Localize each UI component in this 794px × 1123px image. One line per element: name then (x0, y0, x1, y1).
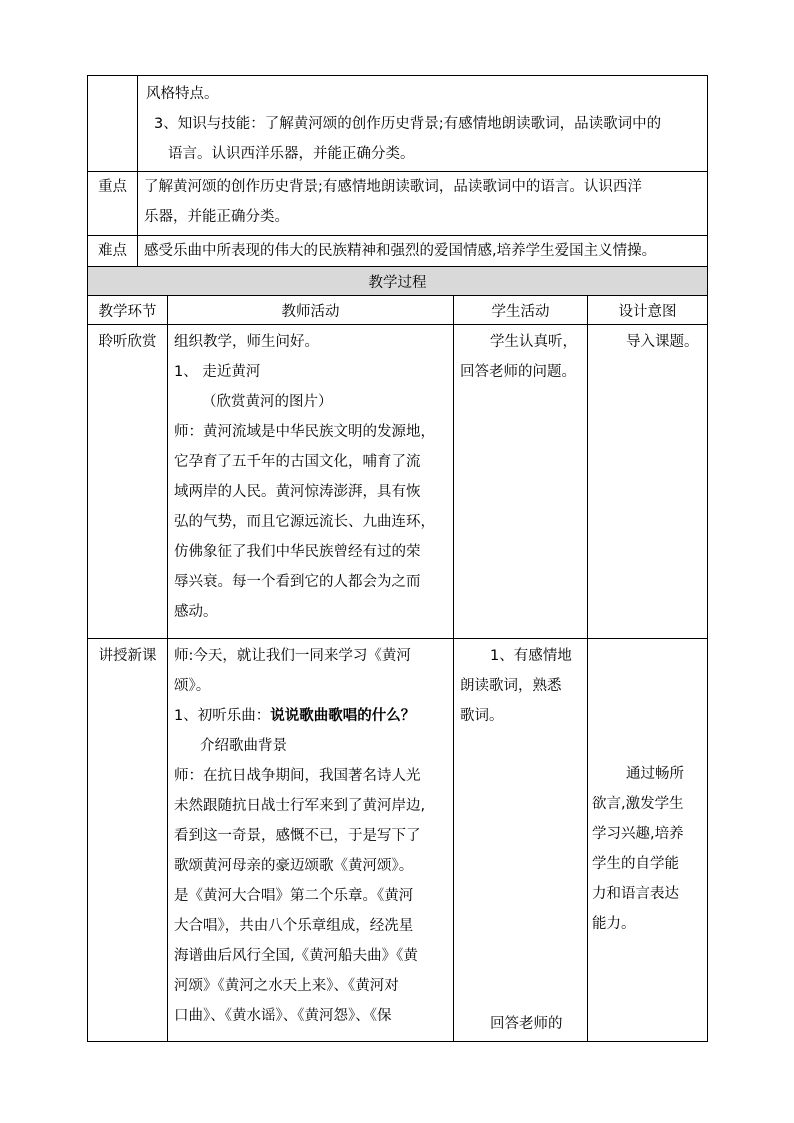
teacher-line: 河颂》《黄河之水天上来》、《黄河对 (174, 978, 399, 994)
key-points-label: 重点 (98, 179, 127, 195)
student-cell-1 (454, 325, 588, 639)
column-header-row (88, 296, 708, 325)
goals-row (88, 76, 708, 172)
teacher-line: 它孕育了五千年的古国文化，哺育了流 (174, 454, 421, 470)
teacher-line: 海谱曲后风行全国,《黄河船夫曲》《黄 (174, 948, 418, 964)
intent-line: 学生的自学能 (592, 856, 679, 872)
goals-line-1: 风格特点。 (146, 86, 219, 102)
header-stage: 教学环节 (88, 296, 168, 325)
intent-line: 学习兴趣,培养 (592, 826, 684, 842)
student-line: 歌词。 (460, 708, 504, 724)
teacher-cell-2 (168, 639, 454, 1042)
teacher-line: 是《黄河大合唱》第二个乐章。《黄河 (174, 888, 414, 904)
teacher-line: 看到这一奇景，感慨不已，于是写下了 (174, 828, 421, 844)
teacher-line: 辱兴衰。每一个看到它的人都会为之而 (174, 574, 421, 590)
header-teacher: 教师活动 (168, 296, 454, 325)
process-title: 教学过程 (88, 267, 708, 296)
goals-label-cell (88, 76, 138, 172)
teacher-line: 口曲》、《黄水谣》、《黄河怨》、《保 (174, 1008, 392, 1024)
intent-line: 通过畅所 (626, 766, 684, 782)
teacher-line: 仿佛象征了我们中华民族曾经有过的荣 (174, 544, 421, 560)
student-line: 回答老师的问题。 (460, 364, 576, 380)
difficulty-cell (138, 236, 708, 267)
teacher-line: 组织教学，师生问好。 (174, 334, 319, 350)
teacher-line: 师：在抗日战争期间，我国著名诗人光 (174, 768, 421, 784)
header-intent: 设计意图 (588, 296, 708, 325)
stage-row-new-lesson (88, 639, 708, 1042)
key-points-row (88, 172, 708, 236)
goals-cell (138, 76, 708, 172)
intent-cell-2 (588, 639, 708, 1042)
difficulty-label-cell (88, 236, 138, 267)
stage-cell-2 (88, 639, 168, 1042)
difficulty-row (88, 236, 708, 267)
teacher-cell-1 (168, 325, 454, 639)
stage-cell-1 (88, 325, 168, 639)
student-line: 朗读歌词，熟悉 (460, 678, 562, 694)
intent-text-1: 导入课题。 (626, 334, 699, 350)
stage-row-listening (88, 325, 708, 639)
teacher-line: 颂》。 (174, 678, 211, 694)
teacher-line (174, 701, 453, 731)
key-points-cell (138, 172, 708, 236)
header-student: 学生活动 (454, 296, 588, 325)
teacher-line: 感动。 (174, 604, 218, 620)
student-line: 学生认真听， (490, 334, 577, 350)
teacher-line: 大合唱》，共由八个乐章组成，经冼星 (174, 918, 414, 934)
difficulty-label: 难点 (98, 243, 127, 259)
lesson-plan-table (87, 75, 708, 1042)
intent-cell-1 (588, 325, 708, 639)
teacher-line: （欣赏黄河的图片） (202, 394, 333, 410)
teacher-line: 歌颂黄河母亲的豪迈颂歌《黄河颂》。 (174, 858, 414, 874)
teacher-line: 师:今天，就让我们一同来学习《黄河 (174, 648, 411, 664)
key-points-label-cell (88, 172, 138, 236)
step-question: 说说歌曲歌唱的什么？ (270, 708, 416, 724)
intent-line: 力和语言表达 (592, 886, 679, 902)
student-line-bottom: 回答老师的 (490, 1016, 563, 1032)
teacher-line: 介绍歌曲背景 (200, 738, 287, 754)
difficulty-text: 感受乐曲中所表现的伟大的民族精神和强烈的爱国情感,培养学生爱国主义情操。 (144, 243, 657, 259)
teacher-line: 未然跟随抗日战士行军来到了黄河岸边, (174, 798, 426, 814)
teacher-line: 弘的气势，而且它源远流长、九曲连环， (174, 514, 435, 530)
student-line: 1、有感情地 (490, 648, 572, 664)
teacher-line: 师：黄河流域是中华民族文明的发源地， (174, 424, 435, 440)
goals-line-3: 语言。认识西洋乐器，并能正确分类。 (168, 146, 415, 162)
key-points-line-1: 了解黄河颂的创作历史背景;有感情地朗读歌词，品读歌词中的语言。认识西洋 (144, 179, 642, 195)
intent-line: 能力。 (592, 916, 636, 932)
key-points-line-2: 乐器，并能正确分类。 (144, 209, 289, 225)
stage-label-2: 讲授新课 (98, 648, 157, 664)
stage-label-1: 聆听欣赏 (98, 334, 157, 350)
step-prefix: 1、初听乐曲： (174, 708, 271, 724)
intent-line: 欲言,激发学生 (592, 796, 684, 812)
teacher-line: 1、 走近黄河 (174, 364, 261, 380)
teacher-line: 域两岸的人民。黄河惊涛澎湃，具有恢 (174, 484, 421, 500)
goals-line-2: 3、知识与技能：了解黄河颂的创作历史背景;有感情地朗读歌词，品读歌词中的 (154, 116, 662, 132)
student-cell-2 (454, 639, 588, 1042)
process-title-row (88, 267, 708, 296)
